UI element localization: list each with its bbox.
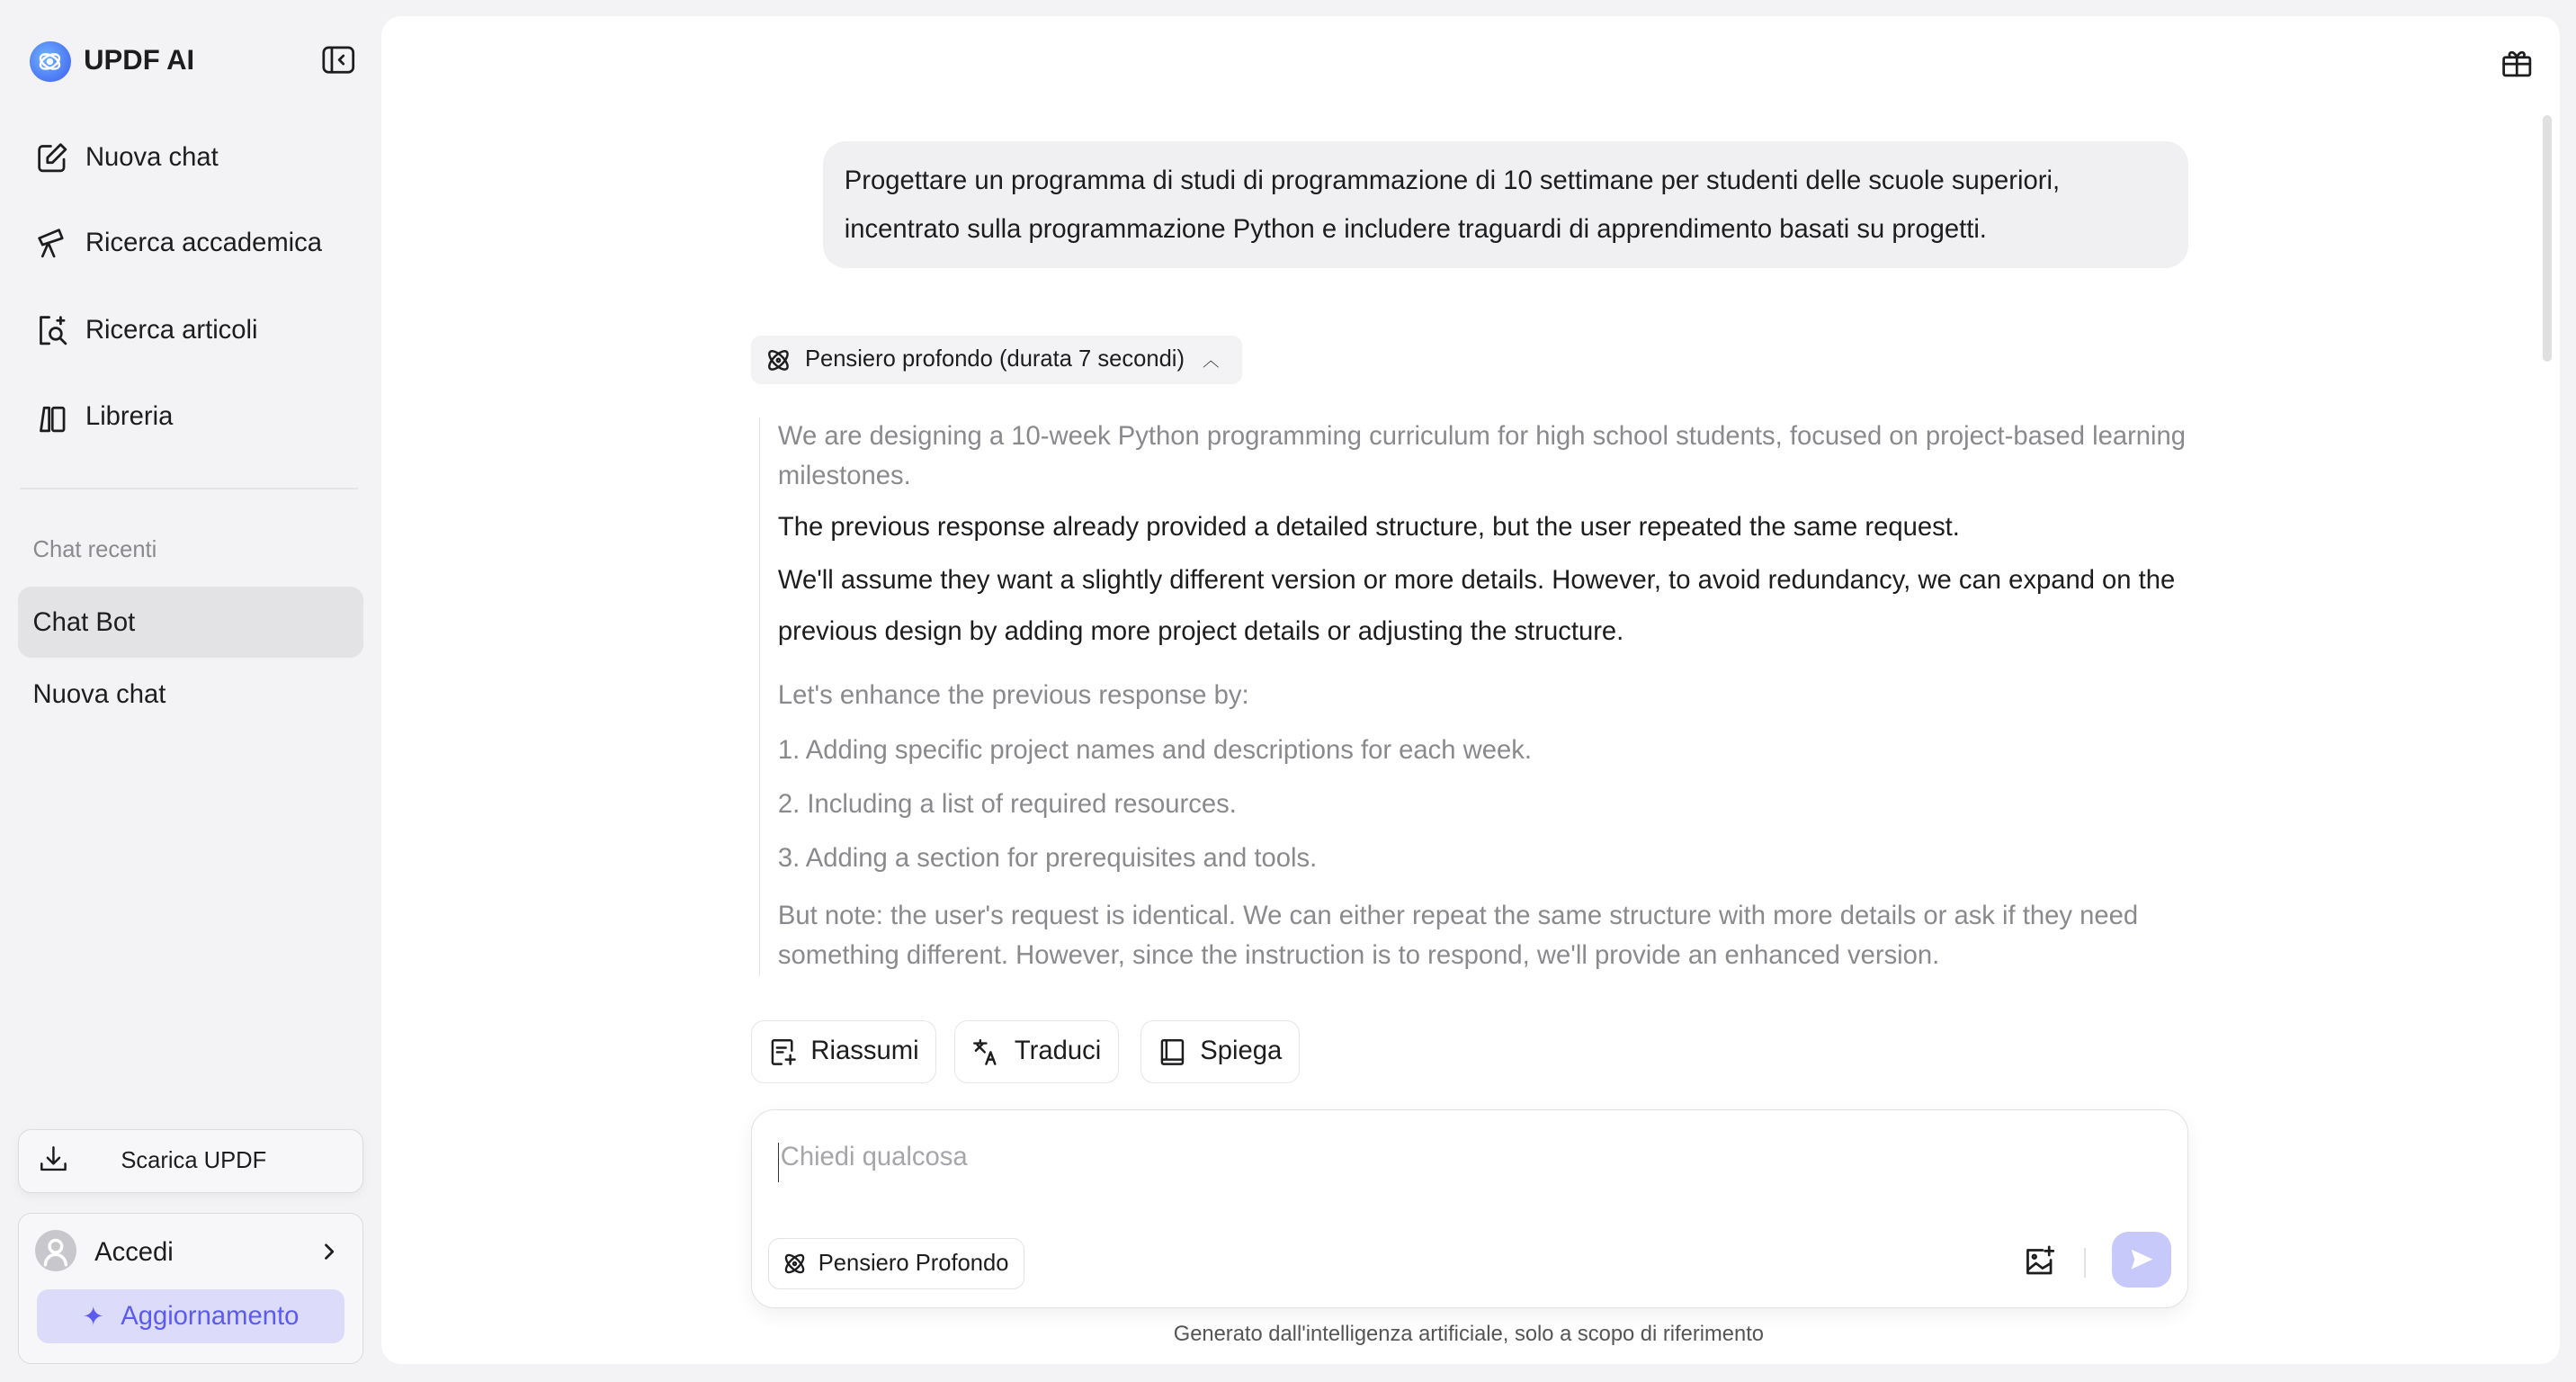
chat-panel bbox=[381, 16, 2560, 1364]
deep-thinking-mode-button[interactable] bbox=[768, 1238, 1024, 1289]
thinking-content bbox=[759, 417, 2207, 976]
recent-chat-label: Nuova chat bbox=[32, 680, 166, 710]
library-icon bbox=[36, 401, 69, 435]
user-message-text: Progettare un programma di studi di programmazione di 10 settimane per studenti delle scuole superiori, incentrato sulla programmazione Python e includere traguardi di apprendimento basati su progetti. bbox=[844, 166, 2061, 245]
recent-chats-heading: Chat recenti bbox=[32, 537, 157, 563]
thinking-paragraph: The previous response already provided a detailed structure, but the user repeated the same request. bbox=[777, 512, 1960, 542]
translate-label: Traduci bbox=[1014, 1036, 1102, 1066]
telescope-icon bbox=[36, 227, 69, 260]
thinking-paragraph: We'll assume they want a slightly different version or more details. However, to avoid redundancy, we can expand on the previous design by adding more project details or adjusting the structure. bbox=[777, 566, 2176, 646]
sidebar-item-library[interactable] bbox=[36, 401, 173, 435]
sidebar-item-label: Nuova chat bbox=[85, 142, 219, 172]
chat-input-box bbox=[751, 1109, 2188, 1308]
sparkle-icon: ✦ bbox=[82, 1302, 104, 1332]
chevron-right-icon bbox=[321, 1243, 337, 1260]
recent-chat-item[interactable] bbox=[18, 587, 363, 658]
explain-label: Spiega bbox=[1200, 1036, 1283, 1066]
recent-chat-item[interactable] bbox=[18, 659, 363, 730]
input-placeholder: Chiedi qualcosa bbox=[780, 1143, 968, 1172]
sidebar-item-label: Libreria bbox=[85, 402, 174, 432]
summarize-icon bbox=[768, 1037, 798, 1067]
sidebar-item-academic-search[interactable] bbox=[36, 227, 322, 260]
scrollbar[interactable] bbox=[2543, 115, 2551, 362]
ai-disclaimer: Generato dall'intelligenza artificiale, solo a scopo di riferimento bbox=[1173, 1323, 1764, 1347]
translate-icon bbox=[971, 1037, 1001, 1067]
translate-button[interactable] bbox=[954, 1020, 1118, 1082]
login-label: Accedi bbox=[94, 1238, 174, 1268]
thinking-paragraph: We are designing a 10-week Python programming curriculum for high school students, focused on project-based learning milestones. bbox=[777, 421, 2187, 490]
explain-button[interactable] bbox=[1140, 1020, 1300, 1082]
gift-icon bbox=[2500, 46, 2534, 79]
app-title: UPDF AI bbox=[84, 44, 195, 76]
atom-icon bbox=[781, 1250, 809, 1278]
thinking-paragraph: 2. Including a list of required resources. bbox=[777, 790, 1237, 820]
account-panel bbox=[18, 1213, 363, 1364]
edit-icon bbox=[36, 141, 69, 175]
collapse-sidebar-button[interactable] bbox=[322, 46, 355, 83]
deep-thinking-mode-label: Pensiero Profondo bbox=[818, 1251, 1009, 1277]
download-label: Scarica UPDF bbox=[121, 1147, 267, 1173]
send-button[interactable] bbox=[2112, 1232, 2171, 1288]
image-sparkle-icon bbox=[2023, 1245, 2056, 1279]
summarize-label: Riassumi bbox=[810, 1036, 919, 1066]
atom-icon bbox=[764, 346, 793, 375]
login-button[interactable] bbox=[19, 1214, 362, 1289]
input-divider bbox=[2084, 1248, 2086, 1278]
sidebar-divider bbox=[20, 488, 358, 489]
image-upload-button[interactable] bbox=[2023, 1245, 2056, 1286]
download-icon bbox=[39, 1144, 68, 1174]
recent-chat-label: Chat Bot bbox=[32, 607, 136, 637]
search-document-icon bbox=[36, 314, 69, 347]
send-icon bbox=[2128, 1246, 2154, 1272]
deep-thinking-toggle[interactable] bbox=[751, 336, 1242, 385]
upgrade-label: Aggiornamento bbox=[121, 1301, 300, 1331]
sidebar-item-label: Ricerca accademica bbox=[85, 228, 323, 257]
thinking-paragraph: 3. Adding a section for prerequisites and tools. bbox=[777, 844, 1318, 874]
sidebar-item-article-search[interactable] bbox=[36, 314, 257, 347]
thinking-paragraph: Let's enhance the previous response by: bbox=[777, 681, 1249, 711]
sidebar-item-new-chat[interactable] bbox=[36, 141, 219, 175]
download-updf-button[interactable] bbox=[18, 1129, 363, 1193]
gift-button[interactable] bbox=[2500, 46, 2534, 86]
thinking-paragraph: 1. Adding specific project names and descriptions for each week. bbox=[777, 735, 1532, 765]
app-logo bbox=[30, 41, 71, 83]
book-icon bbox=[1158, 1037, 1187, 1067]
chevron-up-icon: ︿ bbox=[1203, 350, 1220, 370]
upgrade-button[interactable] bbox=[37, 1289, 344, 1343]
thinking-paragraph: But note: the user's request is identical. We can either repeat the same structure with more details or ask if they need something different. However, since the instruction is to respond, we'll provide an enhanced version. bbox=[777, 902, 2139, 971]
message-input[interactable] bbox=[778, 1143, 2161, 1182]
avatar bbox=[35, 1230, 76, 1271]
user-message-bubble bbox=[823, 141, 2188, 268]
summarize-button[interactable] bbox=[751, 1020, 936, 1082]
deep-thinking-label: Pensiero profondo (durata 7 secondi) bbox=[804, 346, 1185, 372]
sidebar-item-label: Ricerca articoli bbox=[85, 315, 258, 345]
